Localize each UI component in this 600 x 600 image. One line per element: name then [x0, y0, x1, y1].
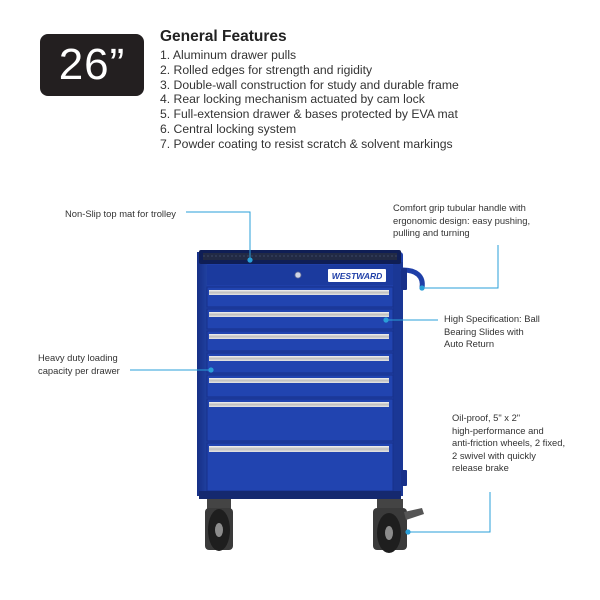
callout-line: pulling and turning [393, 227, 470, 238]
feature-item: 2. Rolled edges for strength and rigidity [160, 62, 373, 77]
feature-item: 6. Central locking system [160, 121, 297, 136]
callout-dot [419, 285, 424, 290]
callout-line: high-performance and [452, 424, 544, 436]
callout-dot [208, 367, 213, 372]
callout-line: Auto Return [444, 338, 495, 349]
drawers [207, 287, 393, 491]
drawer-pull [209, 356, 389, 361]
callout-line: Heavy duty loading [38, 352, 118, 363]
brand-text: WESTWARD [331, 271, 383, 281]
drawer-pull [209, 402, 389, 407]
callout-dot [247, 257, 252, 262]
callout-line: capacity per drawer [38, 364, 120, 376]
caster-wheel-left [205, 499, 233, 551]
callout-dot [405, 529, 410, 534]
size-label: 26” [58, 40, 126, 89]
side-handle [401, 268, 422, 486]
callout-line: Non-Slip top mat for trolley [65, 208, 176, 219]
callout-line: 2 swivel with quickly [452, 449, 536, 461]
drawer-pull [209, 290, 389, 295]
features-title: General Features [160, 28, 287, 45]
cabinet-side-right [393, 262, 403, 496]
lock-icon [295, 272, 301, 278]
callout-line: anti-friction wheels, 2 fixed, [452, 437, 566, 448]
drawer-pull [209, 312, 389, 317]
drawer-pull [209, 334, 389, 339]
brand-logo [328, 269, 386, 282]
cabinet-side [197, 252, 207, 496]
callout-dot [383, 317, 388, 322]
callout-line: Oil-proof, 5" x 2" [452, 412, 521, 423]
callout-line: Comfort grip tubular handle with [393, 202, 526, 213]
drawer-pull [209, 446, 389, 452]
brake-pedal [404, 508, 424, 520]
caster-wheel-right [373, 499, 424, 553]
feature-item: 3. Double-wall construction for study and durable frame [160, 77, 459, 92]
feature-item: 5. Full-extension drawer & bases protected by EVA mat [160, 107, 458, 122]
callout-line: release brake [452, 462, 509, 473]
callout-line: Bearing Slides with [444, 325, 524, 337]
callout-line: High Specification: Ball [444, 313, 540, 324]
callout-line-handle [422, 245, 498, 288]
drawer-pull [209, 378, 389, 383]
cabinet-base [199, 491, 401, 499]
top-mat [199, 250, 401, 264]
callout-line: ergonomic design: easy pushing, [393, 214, 531, 226]
feature-item: 1. Aluminum drawer pulls [160, 48, 297, 62]
feature-item: 7. Powder coating to resist scratch & solvent markings [160, 136, 453, 151]
feature-item: 4. Rear locking mechanism actuated by cam lock [160, 92, 425, 107]
